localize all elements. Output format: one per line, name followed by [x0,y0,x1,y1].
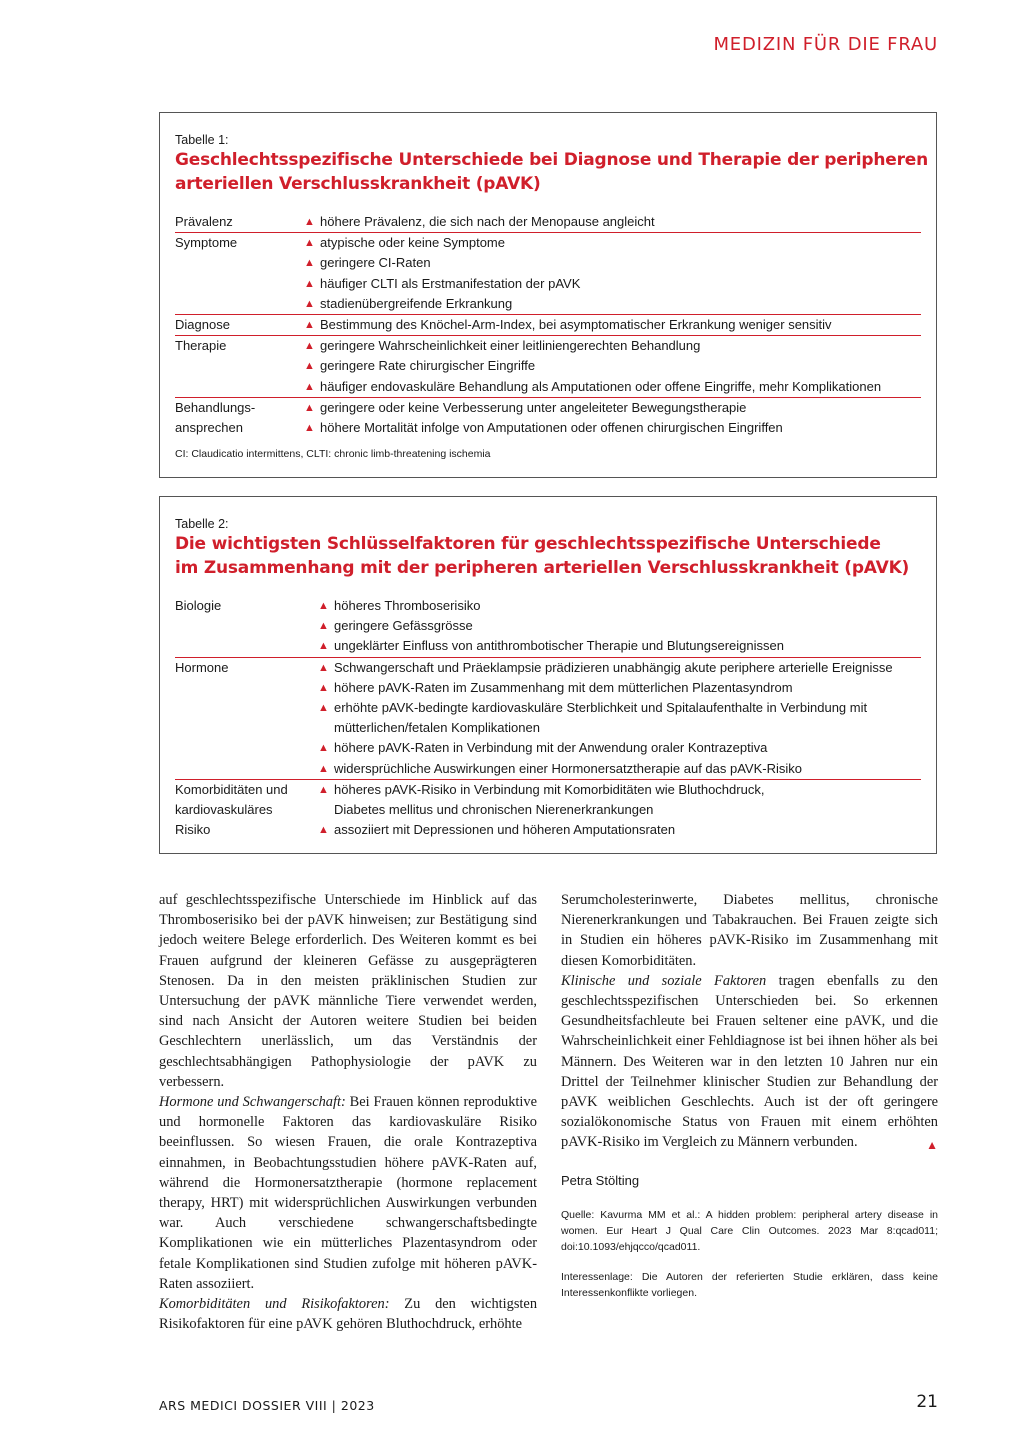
list-item-line: erhöhte pAVK-bedingte kardiovaskuläre Sterblichkeit und Spitalaufenthalte in Verbindung mit [334,700,868,716]
row-heading-line: Biologie [175,598,222,613]
article-paragraph [561,971,938,1153]
list-item-line: höhere Mortalität infolge von Amputationen oder offenen chirurgischen Eingriffen [320,420,783,436]
list-item-text [320,356,535,376]
paragraph-lead-in: Klinische und soziale Faktoren [561,972,767,989]
list-item-line: Diabetes mellitus und chronischen Nierenerkrankungen [334,802,654,818]
table-rows [175,596,921,840]
table-title [175,148,929,196]
list-item-line: atypische oder keine Symptome [320,235,505,251]
row-items [304,336,921,397]
list-item-line: häufiger CLTI als Erstmanifestation der pAVK [320,275,581,291]
row-heading [175,398,304,438]
row-items [304,212,921,232]
page-number: 21 [916,1392,938,1412]
table-label: Tabelle 1: [175,133,229,147]
row-heading [175,596,318,657]
table-1 [159,112,937,478]
article-column-right [561,890,938,1301]
list-item-line: widersprüchliche Auswirkungen einer Hormonersatztherapie auf das pAVK-Risiko [334,760,802,776]
list-item-line: geringere Wahrscheinlichkeit einer leitliniengerechten Behandlung [320,338,701,354]
row-heading [175,336,304,397]
table-title-line: Die wichtigsten Schlüsselfaktoren für geschlechtsspezifische Unterschiede [175,534,881,554]
row-heading [175,233,304,314]
list-item [304,274,921,294]
list-item-line: häufiger endovaskuläre Behandlung als Amputationen oder offene Eingriffe, mehr Komplikationen [320,378,882,394]
list-item [318,678,921,698]
row-heading-line: Prävalenz [175,214,233,229]
table-title [175,532,921,580]
list-item-line: geringere Gefässgrösse [334,618,473,634]
list-item-line: geringere oder keine Verbesserung unter angeleiteter Bewegungstherapie [320,399,747,415]
list-item [318,616,921,636]
row-items [304,315,921,335]
row-heading-line: Symptome [175,235,238,251]
table-row [175,596,921,657]
paragraph-text: Bei Frauen können reproduktive und hormonelle Faktoren das kardiovaskuläre Risiko beeinflussen. So wiesen Frauen, die orale Kontrazeptiva einnahmen, in Beobachtungsstudien höhere pAVK-Raten auf, während die Hormonersatztherapie (hormone replacement therapy, HRT) mit widersprüchlichen Auswirkungen verbunden war. Auch verschiedene schwangerschaftsbedingte Komplikationen wie ein mütterliches Plazentasyndrom oder fetale Komplikationen sind Studien zufolge mit höheren pAVK-Raten assoziiert. [159,1094,537,1292]
paragraph-text: auf geschlechtsspezifische Unterschiede im Hinblick auf das Thromboserisiko bei der pAVK hinweisen; zur Bestätigung sind jedoch weitere Belege erforderlich. Des Weiteren kommt es bei Frauen aufgrund der kleineren Gefässe zu ausgeprägteren Stenosen. Da in den meisten präklinischen Studien zur Untersuchung der pAVK männliche Tiere verwendet werden, sind nach Ansicht der Autoren weitere Studien bei beiden Geschlechtern unerlässlich, um das Verständnis der geschlechtsabhängigen Pathophysiologie der pAVK zu verbessern. [159,892,537,1090]
list-item-line: höhere pAVK-Raten im Zusammenhang mit dem mütterlichen Plazentasyndrom [334,679,793,695]
row-heading-line: kardiovaskuläres [175,802,273,818]
table-footnote: CI: Claudicatio intermittens, CLTI: chronic limb-threatening ischemia [175,448,491,461]
paragraph-text: tragen ebenfalls zu den geschlechtsspezifischen Unterschieden bei. So erkennen Gesundheitsfachleute bei Frauen seltener eine pAVK, und die Wahrscheinlichkeit einer Fehldiagnose ist bei ihnen höher als bei Männern. Des Weiteren war in den letzten 10 Jahren nur ein Drittel der Teilnehmer klinischer Studien zur Behandlung der pAVK weiblichen Geschlechts. Auch ist der oft geringere sozialökonomische Status von Frauen mit einem erhöhten pAVK-Risiko im Vergleich zu Männern verbunden. [561,972,938,1151]
row-heading-line: ansprechen [175,420,243,436]
list-item-text [334,636,784,656]
triangle-bullet-icon: ▲ [318,742,329,755]
triangle-bullet-icon: ▲ [304,216,315,228]
table-2 [159,496,937,854]
list-item-text [334,678,793,698]
table-title-line: arteriellen Verschlusskrankheit (pAVK) [175,174,541,194]
publication-footer: ARS MEDICI DOSSIER VIII | 2023 [159,1398,375,1413]
list-item [318,596,921,616]
list-item [318,759,921,779]
triangle-bullet-icon: ▲ [318,783,329,796]
row-heading-line: Therapie [175,338,227,354]
row-heading [175,212,304,232]
triangle-bullet-icon: ▲ [318,824,329,837]
article-paragraph [159,1092,537,1294]
table-row [175,397,921,438]
paragraph-text: Zu den wichtigsten Risikofaktoren für eine pAVK gehören Bluthochdruck, erhöhte [159,1296,538,1333]
triangle-bullet-icon: ▲ [318,640,329,653]
list-item [318,698,921,738]
list-item [318,820,921,840]
article-paragraph [561,890,938,971]
row-heading [175,658,318,779]
triangle-bullet-icon: ▲ [304,401,315,414]
list-item-line: höheres pAVK-Risiko in Verbindung mit Komorbiditäten wie Bluthochdruck, [334,781,765,797]
triangle-bullet-icon: ▲ [304,422,315,435]
row-heading [175,315,304,335]
list-item-text [320,377,881,397]
triangle-bullet-icon: ▲ [304,257,315,270]
list-item-line: höheres Thromboserisiko [334,598,481,613]
triangle-bullet-icon: ▲ [318,600,329,612]
list-item [304,233,921,253]
list-item-line: stadienübergreifende Erkrankung [320,295,513,311]
list-item-text [320,294,512,314]
row-items [318,596,921,657]
table-row [175,779,921,841]
triangle-bullet-icon: ▲ [318,762,329,775]
article-column-left [159,890,537,1334]
list-item [304,418,921,438]
list-item-text [334,616,473,636]
list-item [304,253,921,273]
list-item-text [334,738,767,758]
list-item-text [334,658,893,678]
triangle-bullet-icon: ▲ [304,237,315,250]
list-item-line: ungeklärter Einfluss von antithrombotischer Therapie und Blutungsereignissen [334,638,784,654]
list-item-text [334,759,802,779]
triangle-bullet-icon: ▲ [304,360,315,373]
list-item-text [320,398,746,418]
conflict-of-interest: Interessenlage: Die Autoren der referierten Studie erklären, dass keine Interessenkonflikte vorliegen. [561,1270,938,1299]
list-item [304,356,921,376]
table-row [175,314,921,335]
list-item-text [320,212,655,232]
row-items [304,233,921,314]
list-item [318,738,921,758]
list-item [304,212,921,232]
table-row [175,657,921,779]
article-paragraph [159,1294,537,1334]
table-title-line: Geschlechtsspezifische Unterschiede bei Diagnose und Therapie der peripheren [175,150,929,170]
list-item [304,315,921,335]
author-name: Petra Stölting [561,1172,640,1188]
list-item-line: geringere Rate chirurgischer Eingriffe [320,358,536,374]
list-item [304,377,921,397]
list-item-line: Schwangerschaft und Präeklampsie prädizieren unabhängig akute periphere arterielle Ereignisse [334,659,893,675]
list-item-text [320,233,505,253]
list-item-text [334,596,480,616]
row-heading [175,780,318,841]
list-item [304,336,921,356]
table-label: Tabelle 2: [175,517,229,531]
row-items [318,780,921,841]
row-heading-line: Behandlungs- [175,399,256,415]
article-end-triangle-icon: ▲ [926,1138,938,1153]
list-item-text [320,418,783,438]
list-item-text [334,698,867,738]
list-item [318,658,921,678]
row-items [304,398,921,438]
list-item-text [334,820,675,840]
list-item-text [320,336,700,356]
paragraph-lead-in: Komorbiditäten und Risikofaktoren: [159,1296,390,1313]
list-item-text [320,253,431,273]
table-row [175,232,921,314]
source-citation: Quelle: Kavurma MM et al.: A hidden problem: peripheral artery disease in women. Eur Heart J Qual Care Clin Outcomes. 2023 Mar 8:qcad011; doi:10.1093/ehjqcco/qcad011. [561,1208,938,1253]
table-title-line: im Zusammenhang mit der peripheren arteriellen Verschlusskrankheit (pAVK) [175,558,910,578]
table-row [175,335,921,397]
triangle-bullet-icon: ▲ [318,681,329,694]
list-item-text [334,780,764,820]
triangle-bullet-icon: ▲ [318,661,329,674]
article-paragraphs [561,890,938,1153]
triangle-bullet-icon: ▲ [304,319,315,332]
triangle-bullet-icon: ▲ [304,340,315,353]
paragraph-text: Serumcholesterinwerte, Diabetes mellitus, chronische Nierenerkrankungen und Tabakrauchen. Bei Frauen zeigte sich in Studien ein höheres pAVK-Risiko im Zusammenhang mit diesen Komorbiditäten. [561,892,938,969]
list-item [318,636,921,656]
section-header: MEDIZIN FÜR DIE FRAU [713,34,938,55]
triangle-bullet-icon: ▲ [304,297,315,310]
list-item-text [320,274,580,294]
list-item-line: Bestimmung des Knöchel-Arm-Index, bei asymptomatischer Erkrankung weniger sensitiv [320,317,832,333]
row-heading-line: Diagnose [175,317,230,333]
triangle-bullet-icon: ▲ [318,620,329,633]
list-item-line: höhere pAVK-Raten in Verbindung mit der Anwendung oraler Kontrazeptiva [334,740,768,756]
triangle-bullet-icon: ▲ [304,277,315,290]
list-item-line: geringere CI-Raten [320,255,431,271]
triangle-bullet-icon: ▲ [304,380,315,393]
row-heading-line: Risiko [175,822,211,838]
row-heading-line: Hormone [175,659,229,675]
list-item-line: höhere Prävalenz, die sich nach der Menopause angleicht [320,214,655,229]
row-items [318,658,921,779]
article-paragraph [159,890,537,1092]
list-item [318,780,921,820]
table-rows [175,212,921,438]
triangle-bullet-icon: ▲ [318,702,329,715]
row-heading-line: Komorbiditäten und [175,781,288,797]
paragraph-lead-in: Hormone und Schwangerschaft: [159,1094,346,1111]
table-row [175,212,921,232]
list-item-line: mütterlichen/fetalen Komplikationen [334,720,540,736]
list-item [304,294,921,314]
list-item-line: assoziiert mit Depressionen und höheren Amputationsraten [334,822,676,838]
list-item-text [320,315,832,335]
list-item [304,398,921,418]
